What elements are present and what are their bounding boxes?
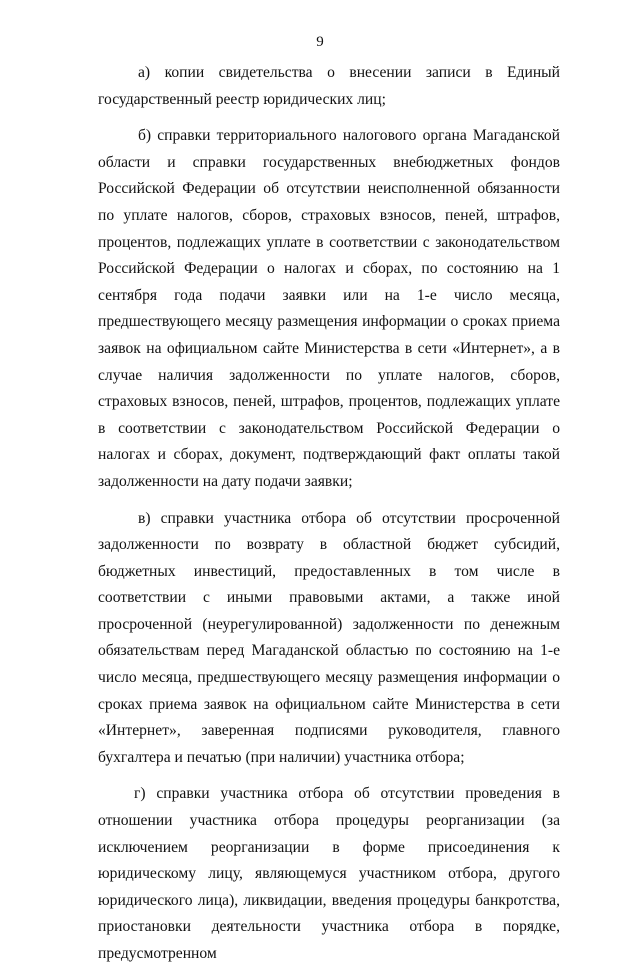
paragraph-a: а) копии свидетельства о внесении записи в Единый государственный реестр юридических лиц; <box>98 64 560 108</box>
paragraph-g: г) справки участника отбора об отсутствии проведения в отношении участника отбора процедуры реорганизации (за исключением реорганизации в форме присоединения к юридическому лицу, являющемуся участником отбора, другого юридического лица), ликвидации, введения процедуры банкротства, приостановки деятельности участника отбора в порядке, предусмотренном <box>98 785 560 962</box>
document-body <box>98 60 560 978</box>
paragraph-b: б) справки территориального налогового органа Магаданской области и справки государственных внебюджетных фондов Российской Федерации об отсутствии неисполненной обязанности по уплате налогов, сборов, страховых взносов, пеней, штрафов, процентов, подлежащих уплате в соответствии с законодательством Российской Федерации о налогах и сборах, по состоянию на 1 сентября года подачи заявки или на 1-е число месяца, предшествующего месяцу размещения информации о сроках приема заявок на официальном сайте Министерства в сети «Интернет», а в случае наличия задолженности по уплате налогов, сборов, страховых взносов, пеней, штрафов, процентов, подлежащих уплате в соответствии с законодательством Российской Федерации о налогах и сборах, документ, подтверждающий факт оплаты такой задолженности на дату подачи заявки; <box>98 127 560 490</box>
page-number: 9 <box>316 34 324 50</box>
paragraph-v: в) справки участника отбора об отсутствии просроченной задолженности по возврату в областной бюджет субсидий, бюджетных инвестиций, предоставленных в том числе в соответствии с иными правовыми актами, а также иной просроченной (неурегулированной) задолженности по денежным обязательствам перед Магаданской областью по состоянию на 1-е число месяца, предшествующего месяцу размещения информации о сроках приема заявок на официальном сайте Министерства в сети «Интернет», заверенная подписями руководителя, главного бухгалтера и печатью (при наличии) участника отбора; <box>98 509 560 766</box>
